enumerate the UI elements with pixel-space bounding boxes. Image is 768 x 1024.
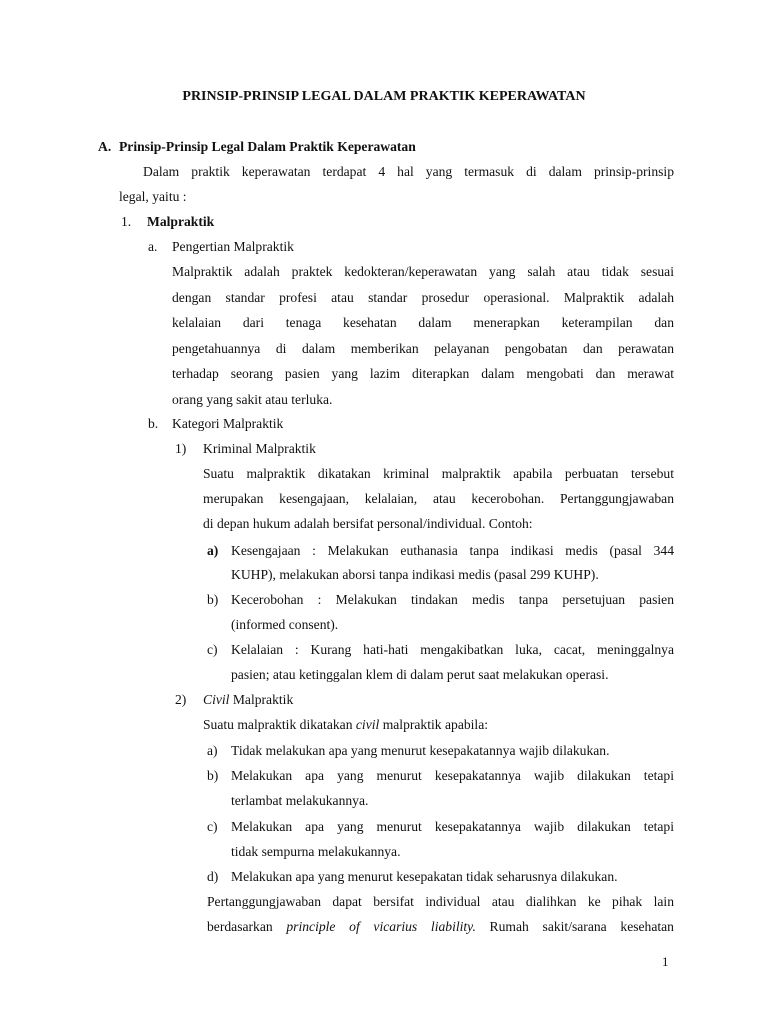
- civil-marker: c): [207, 819, 218, 834]
- civil-line: Melakukan apa yang menurut kesepakatan tidak seharusnya dilakukan.: [231, 869, 618, 884]
- kriminal-line: Suatu malpraktik dikatakan kriminal malpraktik apabila perbuatan tersebut: [203, 466, 674, 481]
- civil-line: tidak sempurna melakukannya.: [231, 844, 401, 859]
- civil-intro-pre: Suatu malpraktik dikatakan: [203, 717, 356, 732]
- closing-line-2-italic: principle of vicarius liability.: [286, 919, 476, 934]
- civil-line: Melakukan apa yang menurut kesepakatannya wajib dilakukan tetapi: [231, 768, 674, 783]
- civil-intro-post: malpraktik apabila:: [379, 717, 489, 732]
- closing-line-2-post: Rumah sakit/sarana kesehatan: [475, 919, 674, 934]
- list-marker-1: 1.: [121, 214, 132, 229]
- example-marker: c): [207, 642, 218, 657]
- closing-line-1: Pertanggungjawaban dapat bersifat individual atau dialihkan ke pihak lain: [207, 894, 674, 909]
- civil-heading: [203, 691, 293, 709]
- kriminal-heading: Kriminal Malpraktik: [203, 441, 316, 456]
- example-line: Kelalaian : Kurang hati-hati mengakibatkan luka, cacat, meninggalnya: [231, 642, 674, 657]
- civil-intro: [203, 716, 488, 734]
- closing-line-2-pre: berdasarkan: [207, 919, 287, 934]
- num-marker-2: 2): [175, 692, 187, 707]
- example-line: Kecerobohan : Melakukan tindakan medis tanpa persetujuan pasien: [231, 592, 674, 607]
- section-heading: Prinsip-Prinsip Legal Dalam Praktik Keperawatan: [119, 139, 416, 154]
- page-number: 1: [662, 954, 669, 969]
- civil-marker: a): [207, 743, 218, 758]
- pengertian-line: terhadap seorang pasien yang lazim diterapkan dalam mengobati dan merawat: [172, 366, 674, 381]
- civil-marker: d): [207, 869, 219, 884]
- intro-line-2: legal, yaitu :: [119, 189, 187, 204]
- pengertian-line: orang yang sakit atau terluka.: [172, 392, 333, 407]
- pengertian-line: Malpraktik adalah praktek kedokteran/keperawatan yang salah atau tidak sesuai: [172, 264, 674, 279]
- example-line: (informed consent).: [231, 617, 339, 632]
- example-line: Kesengajaan : Melakukan euthanasia tanpa indikasi medis (pasal 344: [231, 543, 674, 558]
- civil-intro-italic: civil: [355, 717, 380, 732]
- closing-line-2: [207, 918, 674, 936]
- kategori-heading: Kategori Malpraktik: [172, 416, 284, 431]
- civil-line: Melakukan apa yang menurut kesepakatannya wajib dilakukan tetapi: [231, 819, 674, 834]
- pengertian-line: dengan standar profesi atau standar prosedur operasional. Malpraktik adalah: [172, 290, 674, 305]
- sub-marker-b: b.: [148, 416, 159, 431]
- kriminal-line: merupakan kesengajaan, kelalaian, atau kecerobohan. Pertanggungjawaban: [203, 491, 674, 506]
- civil-line: terlambat melakukannya.: [231, 793, 369, 808]
- civil-heading-rest: Malpraktik: [229, 692, 294, 707]
- malpraktik-heading: Malpraktik: [147, 214, 215, 229]
- example-line: KUHP), melakukan aborsi tanpa indikasi medis (pasal 299 KUHP).: [231, 567, 599, 582]
- sub-marker-a: a.: [148, 239, 158, 254]
- section-marker: A.: [98, 139, 112, 154]
- civil-line: Tidak melakukan apa yang menurut kesepakatannya wajib dilakukan.: [231, 743, 610, 758]
- civil-heading-italic: Civil: [203, 692, 230, 707]
- example-marker: b): [207, 592, 219, 607]
- example-marker: a): [207, 543, 219, 558]
- document-title: PRINSIP-PRINSIP LEGAL DALAM PRAKTIK KEPERAWATAN: [182, 89, 586, 104]
- kriminal-line: di depan hukum adalah bersifat personal/individual. Contoh:: [203, 516, 533, 531]
- pengertian-line: pengetahuannya di dalam memberikan pelayanan pengobatan dan perawatan: [172, 341, 674, 356]
- num-marker-1: 1): [175, 441, 187, 456]
- intro-line-1: Dalam praktik keperawatan terdapat 4 hal yang termasuk di dalam prinsip-prinsip: [143, 164, 674, 179]
- pengertian-line: kelalaian dari tenaga kesehatan dalam menerapkan keterampilan dan: [172, 315, 674, 330]
- civil-marker: b): [207, 768, 219, 783]
- example-line: pasien; atau ketinggalan klem di dalam perut saat melakukan operasi.: [231, 667, 609, 682]
- pengertian-heading: Pengertian Malpraktik: [172, 239, 294, 254]
